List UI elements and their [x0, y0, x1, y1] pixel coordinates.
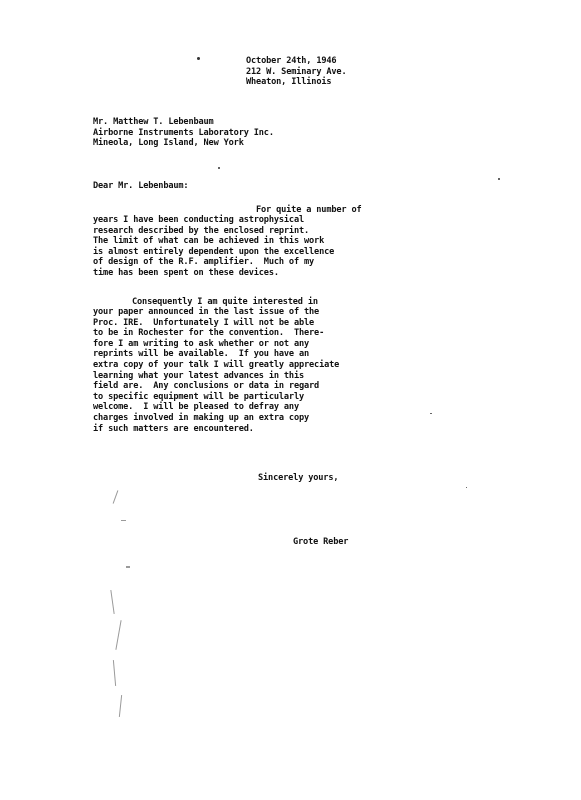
salutation: [93, 181, 188, 192]
paragraph-line: extra copy of your talk I will greatly appreciate: [93, 359, 340, 370]
scan-margin-mark: [113, 660, 116, 686]
paragraph-line: Proc. IRE. Unfortunately I will not be able: [93, 317, 315, 328]
scan-speck: [498, 178, 500, 180]
paragraph-line: field are. Any conclusions or data in regard: [93, 381, 320, 392]
recipient-address: [93, 117, 274, 149]
salutation-text: Dear Mr. Lebenbaum:: [93, 181, 189, 191]
paragraph-line: to be in Rochester for the convention. There-: [93, 328, 325, 339]
paragraph-line: if such matters are encountered.: [93, 423, 254, 434]
paragraph-line: fore I am writing to ask whether or not any: [93, 338, 310, 349]
closing: [258, 473, 338, 484]
recipient-name: Mr. Matthew T. Lebenbaum: [93, 117, 214, 127]
sender-city: Wheaton, Illinois: [246, 77, 332, 88]
recipient-company: Airborne Instruments Laboratory Inc.: [93, 127, 274, 138]
closing-text: Sincerely yours,: [258, 473, 339, 483]
paragraph-2-first-line: [132, 297, 318, 308]
signature-name: [293, 537, 348, 548]
paragraph-2: [93, 307, 339, 434]
recipient-location: Mineola, Long Island, New York: [93, 138, 244, 149]
scan-margin-mark: [121, 520, 126, 521]
scan-margin-mark: [113, 490, 119, 503]
paragraph-line: charges involved in making up an extra copy: [93, 412, 310, 423]
paragraph-line: welcome. I will be pleased to defray any: [93, 402, 299, 413]
paragraph-1-first-line: [256, 205, 362, 216]
scan-speck: [218, 167, 220, 169]
scan-speck: [197, 57, 200, 60]
paragraph-line: is almost entirely dependent upon the excellence: [93, 246, 335, 257]
scan-margin-mark: [115, 620, 121, 650]
paragraph-line: research described by the enclosed reprint.: [93, 225, 310, 236]
sender-address: [246, 56, 346, 88]
paragraph-line: time has been spent on these devices.: [93, 267, 279, 278]
paragraph-line: For quite a number of: [256, 205, 362, 215]
sender-street: 212 W. Seminary Ave.: [246, 66, 347, 77]
paragraph-line: years I have been conducting astrophysical: [93, 215, 305, 225]
signature-name-text: Grote Reber: [293, 537, 349, 547]
scan-margin-mark: [126, 566, 130, 568]
paragraph-line: to specific equipment will be particularly: [93, 391, 305, 402]
paragraph-line: The limit of what can be achieved in this work: [93, 236, 325, 247]
paragraph-line: your paper announced in the last issue of the: [93, 307, 320, 317]
paragraph-line: of design of the R.F. amplifier. Much of my: [93, 257, 315, 268]
paragraph-line: Consequently I am quite interested in: [132, 297, 318, 307]
scan-speck: [430, 413, 432, 414]
paragraph-line: learning what your latest advances in this: [93, 370, 305, 381]
paragraph-line: reprints will be available. If you have an: [93, 349, 310, 360]
scan-margin-mark: [119, 695, 122, 717]
paragraph-1: [93, 215, 334, 279]
scan-margin-mark: [110, 590, 114, 614]
letter-date: October 24th, 1946: [246, 56, 337, 66]
scan-speck: [466, 487, 467, 488]
